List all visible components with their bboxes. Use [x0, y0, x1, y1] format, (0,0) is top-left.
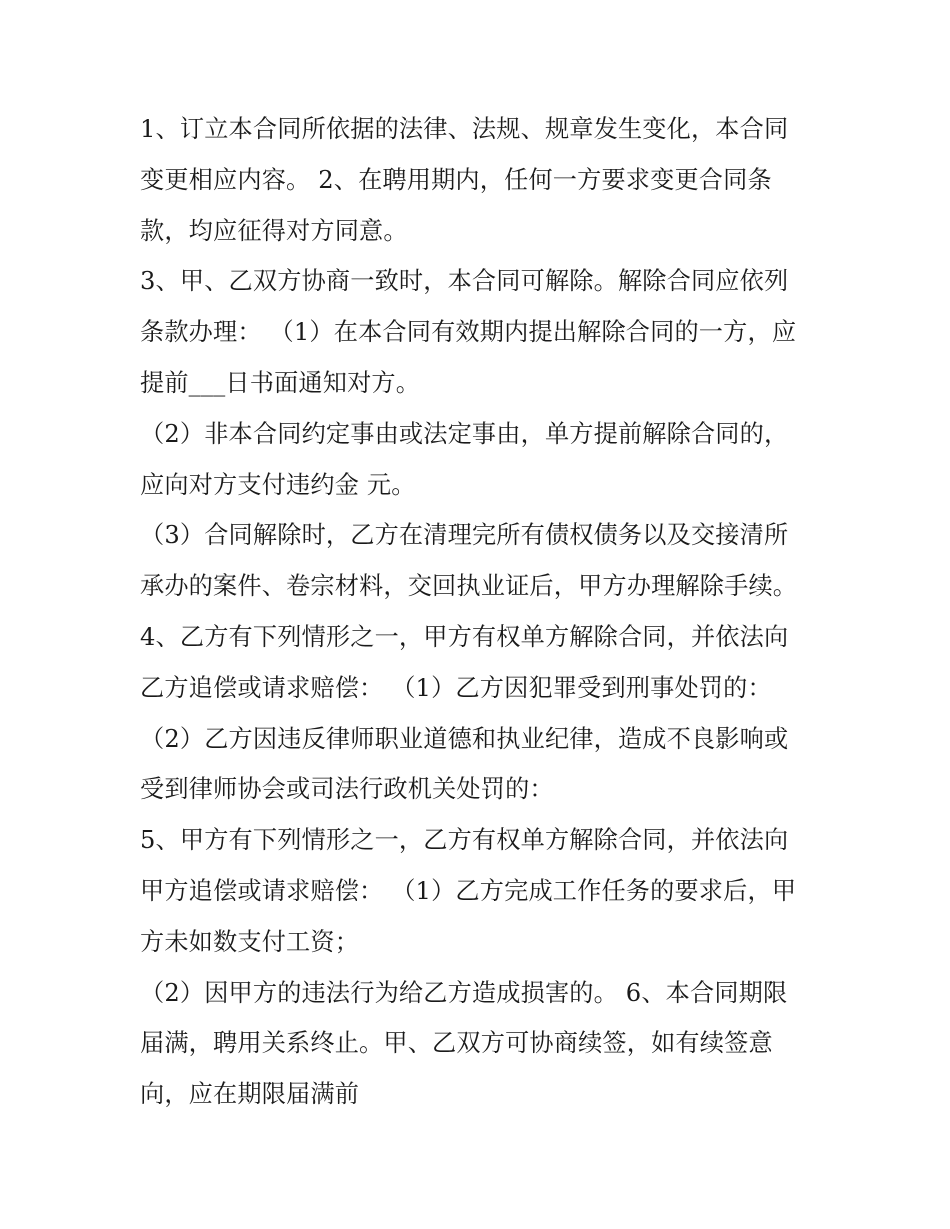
text-line: （2）因甲方的违法行为给乙方造成损害的。 6、本合同期限: [140, 978, 788, 1007]
text-line: 3、甲、乙双方协商一致时，本合同可解除。解除合同应依列: [140, 267, 789, 296]
text-line: 5、甲方有下列情形之一，乙方有权单方解除合同，并依法向: [140, 826, 789, 855]
text-line: 应向对方支付违约金 元。: [140, 470, 416, 499]
text-line: 乙方追偿或请求赔偿： （1）乙方因犯罪受到刑事处罚的：: [140, 673, 772, 702]
text-line: （3）合同解除时，乙方在清理完所有债权债务以及交接清所: [140, 521, 789, 550]
text-line: 提前___日书面通知对方。: [140, 368, 421, 397]
text-line: 方未如数支付工资；: [140, 927, 360, 956]
text-line: 受到律师协会或司法行政机关处罚的：: [140, 775, 554, 804]
text-line: 条款办理： （1）在本合同有效期内提出解除合同的一方，应: [140, 318, 797, 347]
text-line: （2）非本合同约定事由或法定事由，单方提前解除合同的，: [140, 419, 789, 448]
text-line: 承办的案件、卷宗材料，交回执业证后，甲方办理解除手续。: [140, 572, 798, 601]
text-line: 向，应在期限届满前: [140, 1080, 360, 1109]
text-line: 款，均应征得对方同意。: [140, 216, 408, 245]
text-line: 届满，聘用关系终止。甲、乙双方可协商续签，如有续签意: [140, 1029, 773, 1058]
contract-body-text: [140, 104, 810, 1120]
text-line: （2）乙方因违反律师职业道德和执业纪律，造成不良影响或: [140, 724, 789, 753]
text-line: 4、乙方有下列情形之一，甲方有权单方解除合同，并依法向: [140, 622, 789, 651]
text-line: 1、订立本合同所依据的法律、法规、规章发生变化，本合同: [140, 115, 789, 143]
text-line: 变更相应内容。 2、在聘用期内，任何一方要求变更合同条: [140, 165, 772, 194]
text-line: 甲方追偿或请求赔偿： （1）乙方完成工作任务的要求后，甲: [140, 876, 797, 905]
